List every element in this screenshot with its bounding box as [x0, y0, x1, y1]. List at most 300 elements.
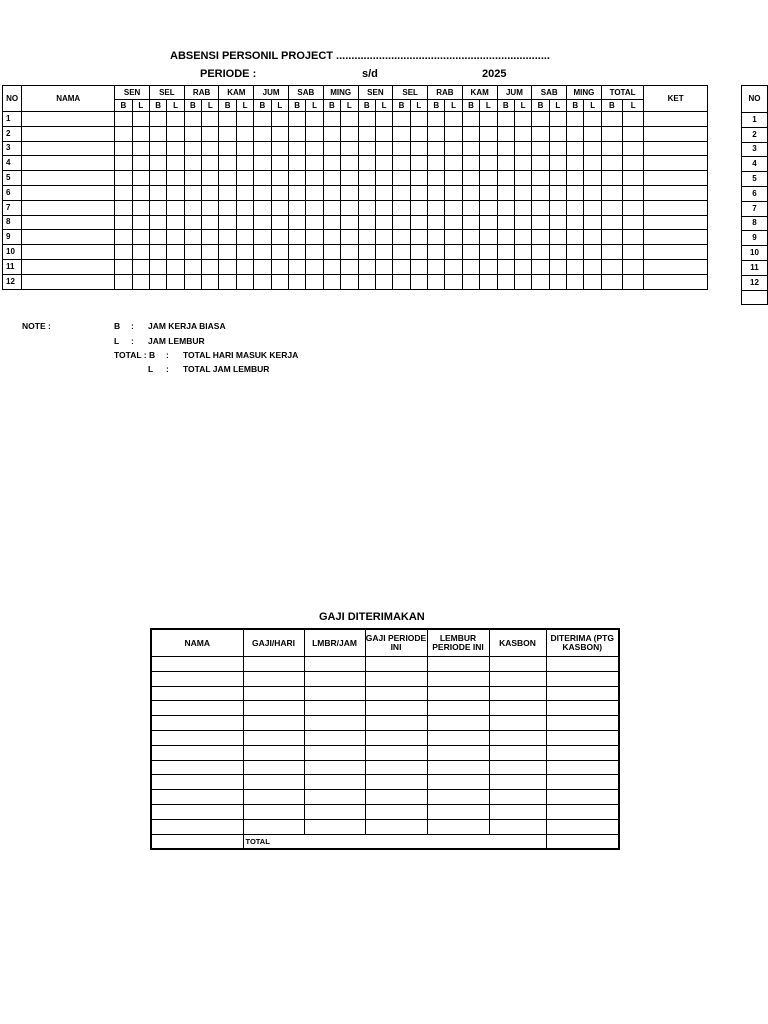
ket-cell[interactable] — [644, 259, 708, 274]
salary-cell[interactable] — [365, 730, 427, 745]
entry-cell[interactable] — [341, 215, 358, 230]
entry-cell[interactable] — [236, 274, 253, 289]
entry-cell[interactable] — [236, 230, 253, 245]
entry-cell[interactable] — [567, 112, 584, 127]
entry-cell[interactable] — [236, 112, 253, 127]
entry-cell[interactable] — [202, 126, 219, 141]
entry-cell[interactable] — [601, 200, 622, 215]
entry-cell[interactable] — [323, 274, 340, 289]
entry-cell[interactable] — [623, 245, 644, 260]
salary-cell[interactable] — [365, 819, 427, 834]
entry-cell[interactable] — [462, 259, 479, 274]
entry-cell[interactable] — [393, 171, 410, 186]
entry-cell[interactable] — [584, 200, 601, 215]
entry-cell[interactable] — [462, 230, 479, 245]
salary-cell[interactable] — [365, 745, 427, 760]
entry-cell[interactable] — [532, 112, 549, 127]
entry-cell[interactable] — [601, 112, 622, 127]
entry-cell[interactable] — [410, 141, 427, 156]
entry-cell[interactable] — [375, 259, 392, 274]
entry-cell[interactable] — [584, 141, 601, 156]
entry-cell[interactable] — [288, 215, 305, 230]
entry-cell[interactable] — [375, 274, 392, 289]
salary-cell[interactable] — [365, 716, 427, 731]
entry-cell[interactable] — [306, 141, 323, 156]
salary-cell[interactable] — [546, 716, 619, 731]
entry-cell[interactable] — [393, 200, 410, 215]
entry-cell[interactable] — [549, 245, 566, 260]
entry-cell[interactable] — [375, 215, 392, 230]
entry-cell[interactable] — [149, 112, 166, 127]
salary-cell[interactable] — [304, 730, 365, 745]
entry-cell[interactable] — [132, 230, 149, 245]
salary-cell[interactable] — [489, 657, 546, 672]
entry-cell[interactable] — [462, 156, 479, 171]
entry-cell[interactable] — [462, 141, 479, 156]
entry-cell[interactable] — [132, 156, 149, 171]
entry-cell[interactable] — [323, 230, 340, 245]
entry-cell[interactable] — [480, 126, 497, 141]
entry-cell[interactable] — [514, 126, 531, 141]
nama-cell[interactable] — [22, 259, 115, 274]
salary-total-value[interactable] — [546, 834, 619, 849]
entry-cell[interactable] — [115, 141, 132, 156]
entry-cell[interactable] — [341, 230, 358, 245]
entry-cell[interactable] — [623, 230, 644, 245]
entry-cell[interactable] — [115, 171, 132, 186]
entry-cell[interactable] — [567, 141, 584, 156]
entry-cell[interactable] — [428, 215, 445, 230]
entry-cell[interactable] — [219, 259, 236, 274]
entry-cell[interactable] — [236, 245, 253, 260]
entry-cell[interactable] — [288, 230, 305, 245]
ket-cell[interactable] — [644, 141, 708, 156]
entry-cell[interactable] — [358, 171, 375, 186]
entry-cell[interactable] — [549, 215, 566, 230]
salary-cell[interactable] — [243, 804, 304, 819]
salary-cell[interactable] — [151, 790, 243, 805]
entry-cell[interactable] — [532, 156, 549, 171]
salary-cell[interactable] — [365, 657, 427, 672]
salary-cell[interactable] — [365, 775, 427, 790]
entry-cell[interactable] — [445, 215, 462, 230]
salary-cell[interactable] — [365, 701, 427, 716]
entry-cell[interactable] — [167, 171, 184, 186]
entry-cell[interactable] — [445, 126, 462, 141]
entry-cell[interactable] — [549, 112, 566, 127]
entry-cell[interactable] — [323, 171, 340, 186]
entry-cell[interactable] — [115, 126, 132, 141]
salary-cell[interactable] — [243, 671, 304, 686]
entry-cell[interactable] — [184, 200, 201, 215]
entry-cell[interactable] — [358, 141, 375, 156]
nama-cell[interactable] — [22, 126, 115, 141]
entry-cell[interactable] — [254, 274, 271, 289]
entry-cell[interactable] — [375, 171, 392, 186]
salary-cell[interactable] — [304, 760, 365, 775]
entry-cell[interactable] — [601, 126, 622, 141]
entry-cell[interactable] — [219, 141, 236, 156]
salary-cell[interactable] — [489, 745, 546, 760]
entry-cell[interactable] — [480, 245, 497, 260]
entry-cell[interactable] — [184, 171, 201, 186]
entry-cell[interactable] — [341, 200, 358, 215]
salary-cell[interactable] — [151, 701, 243, 716]
entry-cell[interactable] — [549, 185, 566, 200]
entry-cell[interactable] — [549, 156, 566, 171]
entry-cell[interactable] — [149, 215, 166, 230]
salary-cell[interactable] — [151, 657, 243, 672]
entry-cell[interactable] — [202, 245, 219, 260]
salary-cell[interactable] — [304, 701, 365, 716]
entry-cell[interactable] — [445, 200, 462, 215]
salary-cell[interactable] — [427, 671, 489, 686]
entry-cell[interactable] — [341, 259, 358, 274]
entry-cell[interactable] — [623, 141, 644, 156]
entry-cell[interactable] — [462, 112, 479, 127]
entry-cell[interactable] — [167, 156, 184, 171]
entry-cell[interactable] — [567, 245, 584, 260]
entry-cell[interactable] — [306, 215, 323, 230]
salary-cell[interactable] — [489, 819, 546, 834]
entry-cell[interactable] — [167, 185, 184, 200]
entry-cell[interactable] — [462, 126, 479, 141]
entry-cell[interactable] — [497, 259, 514, 274]
salary-cell[interactable] — [151, 745, 243, 760]
salary-cell[interactable] — [304, 716, 365, 731]
entry-cell[interactable] — [358, 185, 375, 200]
entry-cell[interactable] — [271, 126, 288, 141]
entry-cell[interactable] — [480, 259, 497, 274]
entry-cell[interactable] — [341, 156, 358, 171]
entry-cell[interactable] — [167, 215, 184, 230]
entry-cell[interactable] — [149, 185, 166, 200]
entry-cell[interactable] — [601, 141, 622, 156]
entry-cell[interactable] — [549, 259, 566, 274]
ket-cell[interactable] — [644, 215, 708, 230]
nama-cell[interactable] — [22, 185, 115, 200]
entry-cell[interactable] — [567, 200, 584, 215]
salary-cell[interactable] — [489, 775, 546, 790]
salary-cell[interactable] — [304, 775, 365, 790]
entry-cell[interactable] — [271, 141, 288, 156]
salary-cell[interactable] — [489, 671, 546, 686]
entry-cell[interactable] — [567, 230, 584, 245]
salary-cell[interactable] — [243, 775, 304, 790]
salary-cell[interactable] — [489, 701, 546, 716]
nama-cell[interactable] — [22, 274, 115, 289]
nama-cell[interactable] — [22, 171, 115, 186]
entry-cell[interactable] — [410, 156, 427, 171]
salary-cell[interactable] — [151, 804, 243, 819]
entry-cell[interactable] — [514, 185, 531, 200]
entry-cell[interactable] — [393, 274, 410, 289]
entry-cell[interactable] — [497, 245, 514, 260]
entry-cell[interactable] — [167, 245, 184, 260]
salary-cell[interactable] — [427, 730, 489, 745]
entry-cell[interactable] — [236, 259, 253, 274]
entry-cell[interactable] — [341, 185, 358, 200]
ket-cell[interactable] — [644, 274, 708, 289]
salary-cell[interactable] — [151, 686, 243, 701]
entry-cell[interactable] — [219, 185, 236, 200]
entry-cell[interactable] — [497, 171, 514, 186]
nama-cell[interactable] — [22, 112, 115, 127]
entry-cell[interactable] — [393, 230, 410, 245]
ket-cell[interactable] — [644, 230, 708, 245]
entry-cell[interactable] — [601, 230, 622, 245]
entry-cell[interactable] — [514, 259, 531, 274]
entry-cell[interactable] — [288, 274, 305, 289]
entry-cell[interactable] — [132, 274, 149, 289]
entry-cell[interactable] — [623, 112, 644, 127]
entry-cell[interactable] — [341, 171, 358, 186]
entry-cell[interactable] — [254, 126, 271, 141]
entry-cell[interactable] — [549, 200, 566, 215]
entry-cell[interactable] — [428, 245, 445, 260]
salary-cell[interactable] — [427, 760, 489, 775]
entry-cell[interactable] — [428, 156, 445, 171]
entry-cell[interactable] — [445, 112, 462, 127]
salary-cell[interactable] — [427, 790, 489, 805]
entry-cell[interactable] — [184, 259, 201, 274]
entry-cell[interactable] — [375, 200, 392, 215]
entry-cell[interactable] — [202, 156, 219, 171]
salary-cell[interactable] — [546, 745, 619, 760]
salary-cell[interactable] — [365, 671, 427, 686]
entry-cell[interactable] — [236, 215, 253, 230]
ket-cell[interactable] — [644, 245, 708, 260]
entry-cell[interactable] — [236, 156, 253, 171]
entry-cell[interactable] — [462, 185, 479, 200]
entry-cell[interactable] — [184, 245, 201, 260]
salary-cell[interactable] — [151, 760, 243, 775]
salary-cell[interactable] — [427, 819, 489, 834]
entry-cell[interactable] — [462, 215, 479, 230]
entry-cell[interactable] — [167, 230, 184, 245]
entry-cell[interactable] — [410, 112, 427, 127]
salary-cell[interactable] — [427, 657, 489, 672]
entry-cell[interactable] — [375, 245, 392, 260]
entry-cell[interactable] — [497, 230, 514, 245]
salary-cell[interactable] — [243, 745, 304, 760]
entry-cell[interactable] — [254, 215, 271, 230]
entry-cell[interactable] — [219, 126, 236, 141]
entry-cell[interactable] — [623, 126, 644, 141]
entry-cell[interactable] — [623, 259, 644, 274]
entry-cell[interactable] — [584, 171, 601, 186]
salary-cell[interactable] — [427, 716, 489, 731]
entry-cell[interactable] — [549, 274, 566, 289]
entry-cell[interactable] — [288, 171, 305, 186]
entry-cell[interactable] — [132, 126, 149, 141]
entry-cell[interactable] — [410, 230, 427, 245]
entry-cell[interactable] — [514, 112, 531, 127]
entry-cell[interactable] — [149, 141, 166, 156]
entry-cell[interactable] — [132, 141, 149, 156]
entry-cell[interactable] — [623, 156, 644, 171]
salary-cell[interactable] — [427, 775, 489, 790]
salary-cell[interactable] — [427, 701, 489, 716]
entry-cell[interactable] — [514, 230, 531, 245]
entry-cell[interactable] — [288, 156, 305, 171]
ket-cell[interactable] — [644, 112, 708, 127]
entry-cell[interactable] — [341, 274, 358, 289]
entry-cell[interactable] — [445, 156, 462, 171]
ket-cell[interactable] — [644, 156, 708, 171]
entry-cell[interactable] — [132, 259, 149, 274]
entry-cell[interactable] — [202, 200, 219, 215]
salary-cell[interactable] — [489, 790, 546, 805]
salary-cell[interactable] — [243, 701, 304, 716]
entry-cell[interactable] — [601, 156, 622, 171]
entry-cell[interactable] — [549, 171, 566, 186]
salary-cell[interactable] — [304, 745, 365, 760]
entry-cell[interactable] — [584, 259, 601, 274]
entry-cell[interactable] — [601, 274, 622, 289]
entry-cell[interactable] — [202, 230, 219, 245]
entry-cell[interactable] — [393, 259, 410, 274]
entry-cell[interactable] — [167, 200, 184, 215]
entry-cell[interactable] — [445, 185, 462, 200]
entry-cell[interactable] — [132, 200, 149, 215]
entry-cell[interactable] — [271, 274, 288, 289]
entry-cell[interactable] — [480, 215, 497, 230]
entry-cell[interactable] — [149, 274, 166, 289]
entry-cell[interactable] — [393, 112, 410, 127]
entry-cell[interactable] — [115, 156, 132, 171]
entry-cell[interactable] — [271, 156, 288, 171]
entry-cell[interactable] — [115, 230, 132, 245]
entry-cell[interactable] — [184, 215, 201, 230]
entry-cell[interactable] — [567, 259, 584, 274]
entry-cell[interactable] — [514, 156, 531, 171]
entry-cell[interactable] — [601, 245, 622, 260]
entry-cell[interactable] — [132, 245, 149, 260]
entry-cell[interactable] — [167, 274, 184, 289]
entry-cell[interactable] — [271, 215, 288, 230]
entry-cell[interactable] — [497, 215, 514, 230]
entry-cell[interactable] — [306, 126, 323, 141]
entry-cell[interactable] — [184, 112, 201, 127]
salary-cell[interactable] — [304, 804, 365, 819]
ket-cell[interactable] — [644, 185, 708, 200]
entry-cell[interactable] — [236, 141, 253, 156]
entry-cell[interactable] — [462, 200, 479, 215]
entry-cell[interactable] — [584, 185, 601, 200]
entry-cell[interactable] — [497, 141, 514, 156]
entry-cell[interactable] — [254, 245, 271, 260]
entry-cell[interactable] — [254, 259, 271, 274]
entry-cell[interactable] — [202, 274, 219, 289]
entry-cell[interactable] — [480, 185, 497, 200]
entry-cell[interactable] — [219, 200, 236, 215]
entry-cell[interactable] — [623, 185, 644, 200]
entry-cell[interactable] — [428, 230, 445, 245]
entry-cell[interactable] — [254, 156, 271, 171]
entry-cell[interactable] — [375, 185, 392, 200]
entry-cell[interactable] — [167, 141, 184, 156]
entry-cell[interactable] — [306, 171, 323, 186]
entry-cell[interactable] — [132, 185, 149, 200]
entry-cell[interactable] — [567, 156, 584, 171]
entry-cell[interactable] — [132, 112, 149, 127]
entry-cell[interactable] — [567, 274, 584, 289]
entry-cell[interactable] — [254, 141, 271, 156]
entry-cell[interactable] — [601, 171, 622, 186]
entry-cell[interactable] — [288, 259, 305, 274]
entry-cell[interactable] — [323, 245, 340, 260]
salary-cell[interactable] — [243, 716, 304, 731]
salary-cell[interactable] — [546, 686, 619, 701]
entry-cell[interactable] — [567, 171, 584, 186]
entry-cell[interactable] — [271, 171, 288, 186]
salary-cell[interactable] — [546, 760, 619, 775]
entry-cell[interactable] — [323, 112, 340, 127]
salary-cell[interactable] — [365, 804, 427, 819]
entry-cell[interactable] — [288, 245, 305, 260]
salary-cell[interactable] — [304, 657, 365, 672]
entry-cell[interactable] — [202, 112, 219, 127]
nama-cell[interactable] — [22, 230, 115, 245]
entry-cell[interactable] — [623, 171, 644, 186]
entry-cell[interactable] — [601, 259, 622, 274]
entry-cell[interactable] — [254, 112, 271, 127]
entry-cell[interactable] — [271, 200, 288, 215]
entry-cell[interactable] — [584, 230, 601, 245]
entry-cell[interactable] — [115, 112, 132, 127]
entry-cell[interactable] — [532, 185, 549, 200]
entry-cell[interactable] — [567, 215, 584, 230]
entry-cell[interactable] — [202, 141, 219, 156]
entry-cell[interactable] — [115, 185, 132, 200]
salary-cell[interactable] — [546, 657, 619, 672]
salary-cell[interactable] — [304, 686, 365, 701]
entry-cell[interactable] — [410, 185, 427, 200]
entry-cell[interactable] — [149, 171, 166, 186]
entry-cell[interactable] — [393, 245, 410, 260]
salary-cell[interactable] — [304, 671, 365, 686]
salary-cell[interactable] — [427, 804, 489, 819]
nama-cell[interactable] — [22, 215, 115, 230]
entry-cell[interactable] — [480, 171, 497, 186]
entry-cell[interactable] — [445, 230, 462, 245]
salary-cell[interactable] — [243, 686, 304, 701]
entry-cell[interactable] — [184, 126, 201, 141]
entry-cell[interactable] — [306, 259, 323, 274]
salary-cell[interactable] — [427, 686, 489, 701]
entry-cell[interactable] — [514, 274, 531, 289]
entry-cell[interactable] — [480, 274, 497, 289]
entry-cell[interactable] — [584, 156, 601, 171]
salary-cell[interactable] — [546, 730, 619, 745]
entry-cell[interactable] — [167, 112, 184, 127]
entry-cell[interactable] — [601, 185, 622, 200]
entry-cell[interactable] — [358, 156, 375, 171]
entry-cell[interactable] — [514, 215, 531, 230]
entry-cell[interactable] — [480, 112, 497, 127]
ket-cell[interactable] — [644, 171, 708, 186]
entry-cell[interactable] — [219, 274, 236, 289]
ket-cell[interactable] — [644, 126, 708, 141]
entry-cell[interactable] — [323, 141, 340, 156]
entry-cell[interactable] — [184, 156, 201, 171]
entry-cell[interactable] — [584, 215, 601, 230]
salary-cell[interactable] — [489, 804, 546, 819]
entry-cell[interactable] — [288, 141, 305, 156]
entry-cell[interactable] — [167, 259, 184, 274]
salary-cell[interactable] — [151, 671, 243, 686]
